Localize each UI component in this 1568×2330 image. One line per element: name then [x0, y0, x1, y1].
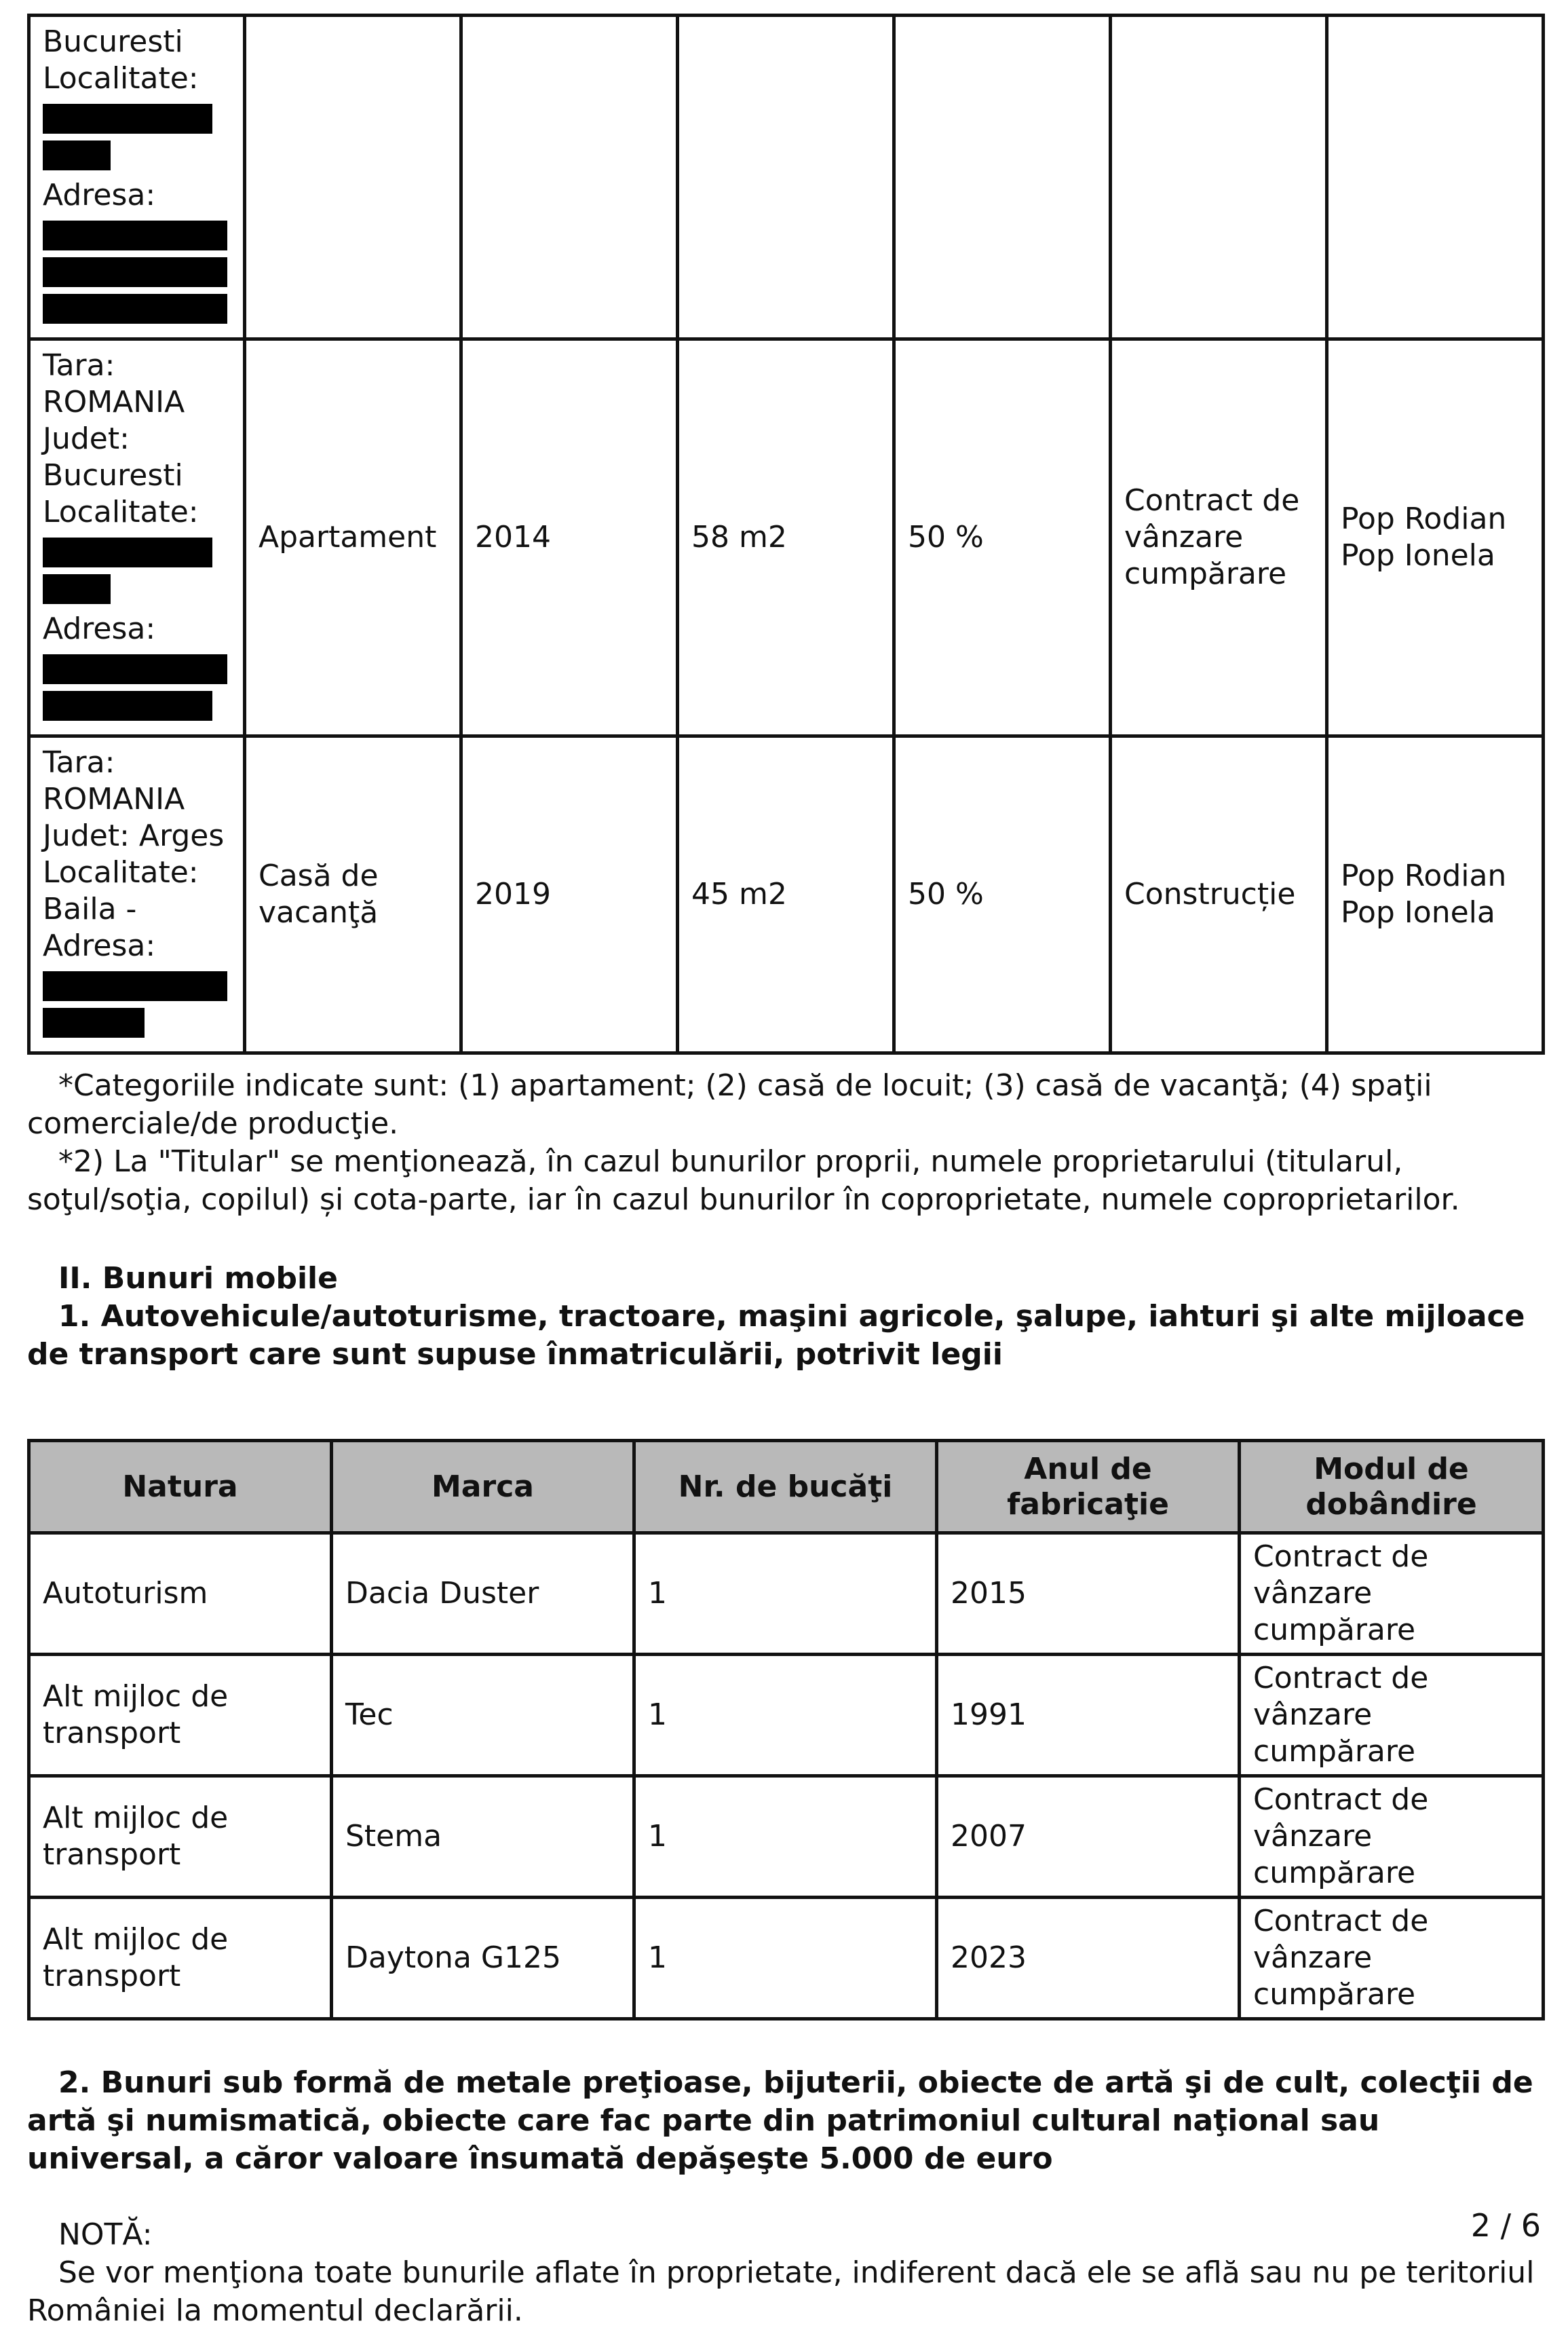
address-line: Baila -	[43, 892, 137, 926]
redaction-bar	[43, 294, 227, 324]
type-cell	[245, 16, 461, 339]
address-line: Adresa:	[43, 178, 156, 212]
acquisition-cell: Construcție	[1111, 736, 1327, 1053]
section-title: 2. Bunuri sub formă de metale preţioase, bijuterii, obiecte de artă şi de cult, colecţii de artă şi numismatică, obiecte care fac parte din patrimoniul cultural naţional sau universal, a căror valoare însumată depăşeşte 5.000 de euro	[27, 2065, 1533, 2176]
table-cell: Contract de vânzare cumpărare	[1240, 1655, 1544, 1776]
table-header-row	[29, 1441, 1544, 1533]
redaction-bar	[43, 654, 227, 684]
share-cell: 50 %	[894, 339, 1111, 736]
redaction-bar	[43, 140, 111, 170]
area-cell	[678, 16, 894, 339]
column-header: Modul de dobândire	[1240, 1441, 1544, 1533]
redaction-bar	[43, 574, 111, 604]
address-line: ROMANIA	[43, 385, 185, 419]
footnote-categories: *Categoriile indicate sunt: (1) apartament; (2) casă de locuit; (3) casă de vacanţă; (4) spaţii comerciale/de producţie.	[27, 1068, 1432, 1141]
table-row	[29, 1533, 1544, 1655]
section-mobile-header	[27, 1260, 1542, 1374]
address-line: Judet:	[43, 421, 130, 456]
address-line: Judet: Arges	[43, 819, 225, 853]
table-cell: Daytona G125	[332, 1898, 634, 2019]
table-cell: 1	[634, 1655, 937, 1776]
table-cell: 1	[634, 1898, 937, 2019]
table-cell: Alt mijloc de transport	[29, 1655, 332, 1776]
address-line: Localitate:	[43, 61, 199, 96]
year-cell: 2014	[461, 339, 678, 736]
redaction-bar	[43, 538, 212, 567]
table-cell: 1	[634, 1533, 937, 1655]
address-line: Localitate:	[43, 495, 199, 529]
table-row	[29, 1898, 1544, 2019]
footnotes	[27, 1067, 1542, 1219]
table-cell: Stema	[332, 1776, 634, 1898]
page-number: 2 / 6	[1470, 2207, 1541, 2244]
redaction-bar	[43, 691, 212, 721]
acquisition-cell: Contract de vânzare cumpărare	[1111, 339, 1327, 736]
year-cell	[461, 16, 678, 339]
column-header: Nr. de bucăţi	[634, 1441, 937, 1533]
owner-cell	[1327, 16, 1544, 339]
owner-cell	[1327, 339, 1544, 736]
table-row	[29, 1776, 1544, 1898]
share-cell: 50 %	[894, 736, 1111, 1053]
owner-name: Pop Ionela	[1341, 895, 1495, 930]
acquisition-cell	[1111, 16, 1327, 339]
column-header: Anul de fabricaţie	[937, 1441, 1240, 1533]
table-cell: Contract de vânzare cumpărare	[1240, 1776, 1544, 1898]
area-cell: 58 m2	[678, 339, 894, 736]
address-line: Bucuresti	[43, 458, 183, 493]
note-text: Se vor menţiona toate bunurile aflate în proprietate, indiferent dacă ele se află sau nu pe teritoriul României la momentul declarării.	[27, 2255, 1535, 2328]
address-line: Adresa:	[43, 612, 156, 646]
section-title: II. Bunuri mobile	[58, 1261, 338, 1296]
column-header: Natura	[29, 1441, 332, 1533]
table-cell: Contract de vânzare cumpărare	[1240, 1533, 1544, 1655]
document-page	[27, 0, 1542, 2330]
note-block	[27, 2216, 1542, 2330]
address-line: ROMANIA	[43, 782, 185, 816]
table-cell: 2023	[937, 1898, 1240, 2019]
area-cell: 45 m2	[678, 736, 894, 1053]
address-line: Localitate:	[43, 855, 199, 890]
address-cell	[29, 736, 245, 1053]
share-cell	[894, 16, 1111, 339]
real-estate-table	[27, 14, 1545, 1055]
owner-name: Pop Rodian	[1341, 859, 1507, 893]
redaction-bar	[43, 1008, 145, 1038]
redaction-bar	[43, 257, 227, 287]
section-precious-header	[27, 2064, 1542, 2178]
table-cell: Alt mijloc de transport	[29, 1898, 332, 2019]
address-line: Tara:	[43, 348, 115, 383]
table-cell: 2015	[937, 1533, 1240, 1655]
footnote-titular: *2) La "Titular" se menţionează, în cazul bunurilor proprii, numele proprietarului (titularul, soţul/soţia, copilul) și cota-parte, iar în cazul bunurilor în coproprietate, numele coproprietarilor.	[27, 1144, 1460, 1217]
address-cell	[29, 16, 245, 339]
address-line: Bucuresti	[43, 24, 183, 59]
table-cell: Dacia Duster	[332, 1533, 634, 1655]
table-cell: Contract de vânzare cumpărare	[1240, 1898, 1544, 2019]
table-cell: Autoturism	[29, 1533, 332, 1655]
table-row	[29, 1655, 1544, 1776]
note-label: NOTĂ:	[58, 2217, 153, 2252]
type-cell: Casă de vacanţă	[245, 736, 461, 1053]
table-row	[29, 339, 1544, 736]
table-cell: Alt mijloc de transport	[29, 1776, 332, 1898]
year-cell: 2019	[461, 736, 678, 1053]
table-row	[29, 736, 1544, 1053]
section-subtitle: 1. Autovehicule/autoturisme, tractoare, maşini agricole, şalupe, iahturi şi alte mijloace de transport care sunt supuse înmatriculării, potrivit legii	[27, 1299, 1525, 1372]
type-cell: Apartament	[245, 339, 461, 736]
owner-name: Pop Rodian	[1341, 502, 1507, 536]
table-row	[29, 16, 1544, 339]
column-header: Marca	[332, 1441, 634, 1533]
table-cell: 1	[634, 1776, 937, 1898]
table-cell: 2007	[937, 1776, 1240, 1898]
redaction-bar	[43, 221, 227, 250]
address-line: Adresa:	[43, 928, 156, 963]
owner-name: Pop Ionela	[1341, 538, 1495, 573]
address-cell	[29, 339, 245, 736]
table-cell: Tec	[332, 1655, 634, 1776]
address-line: Tara:	[43, 745, 115, 780]
table-cell: 1991	[937, 1655, 1240, 1776]
owner-cell	[1327, 736, 1544, 1053]
redaction-bar	[43, 971, 227, 1001]
redaction-bar	[43, 104, 212, 134]
vehicle-table	[27, 1439, 1545, 2021]
